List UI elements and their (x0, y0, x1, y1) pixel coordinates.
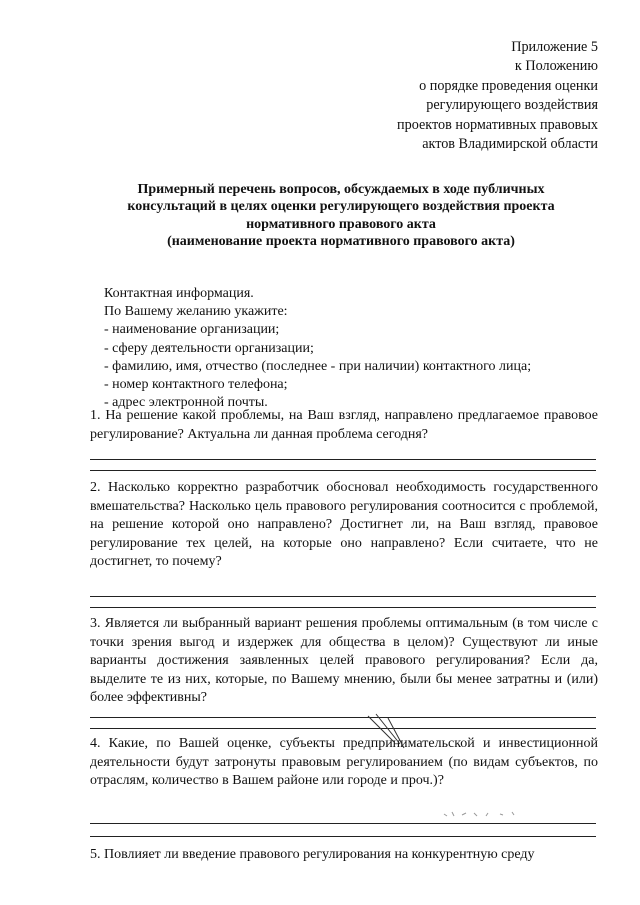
contact-item: - наименование организации; (104, 322, 280, 338)
title-line: нормативного правового акта (246, 216, 436, 232)
contact-intro: По Вашему желанию укажите: (104, 304, 288, 320)
pen-mark-scribble (366, 712, 416, 752)
contact-item: - адрес электронной почты. (104, 395, 268, 411)
title-line: Примерный перечень вопросов, обсуждаемых в ходе публичных (137, 182, 545, 197)
contact-item: - фамилию, имя, отчество (последнее - при наличии) контактного лица; (104, 358, 532, 374)
answer-line (90, 607, 596, 608)
question-5: 5. Повлияет ли введение правового регулирования на конкурентную среду (90, 847, 535, 862)
appendix-line: к Положению (514, 58, 598, 75)
question-3: 3. Является ли выбранный вариант решения проблемы оптимальным (в том числе с точки зрения выгод и издержек для общества в целом)? Существуют ли иные варианты достижения заявленных целей правового регулирования? Если да, выделите те из них, которые, по Вашему мнению, были бы менее затратны и (или) более эффективны? (90, 616, 598, 706)
appendix-line: актов Владимирской области (422, 136, 598, 153)
question-4: 4. Какие, по Вашей оценке, субъекты предпринимательской и инвестиционной деятельности будут затронуты правовым регулированием (по видам субъектов, по отраслям, количество в Вашем районе или городе и проч.)? (90, 736, 598, 789)
answer-line (90, 717, 596, 718)
document-title (80, 181, 602, 251)
contact-info-section (104, 285, 604, 412)
appendix-line: проектов нормативных правовых (397, 116, 598, 133)
title-line: (наименование проекта нормативного правового акта) (167, 234, 515, 250)
question-1: 1. На решение какой проблемы, на Ваш взгляд, направлено предлагаемое правовое регулирование? Актуальна ли данная проблема сегодня? (90, 408, 598, 442)
contact-item: - сферу деятельности организации; (104, 340, 314, 356)
answer-line (90, 596, 596, 597)
answer-line (90, 470, 596, 471)
appendix-line: о порядке проведения оценки (419, 77, 598, 94)
question-2: 2. Насколько корректно разработчик обосновал необходимость государственного вмешательства? Насколько цель правового регулирования соотносится с проблемой, на решение которой оно направлено? Достигнет ли, на Ваш взгляд, правовое регулирование тех целей, на которые оно направлено? Если считаете, что не достигнет, то почему? (90, 480, 598, 570)
scan-noise-marks (440, 806, 530, 830)
contact-heading: Контактная информация. (104, 286, 254, 301)
appendix-line: регулирующего воздействия (426, 97, 598, 114)
answer-line (90, 459, 596, 460)
appendix-line: Приложение 5 (511, 39, 598, 55)
title-line: консультаций в целях оценки регулирующего воздействия проекта (127, 199, 555, 215)
answer-line (90, 728, 596, 729)
appendix-header (278, 38, 598, 154)
contact-item: - номер контактного телефона; (104, 377, 288, 393)
answer-line (90, 836, 596, 837)
